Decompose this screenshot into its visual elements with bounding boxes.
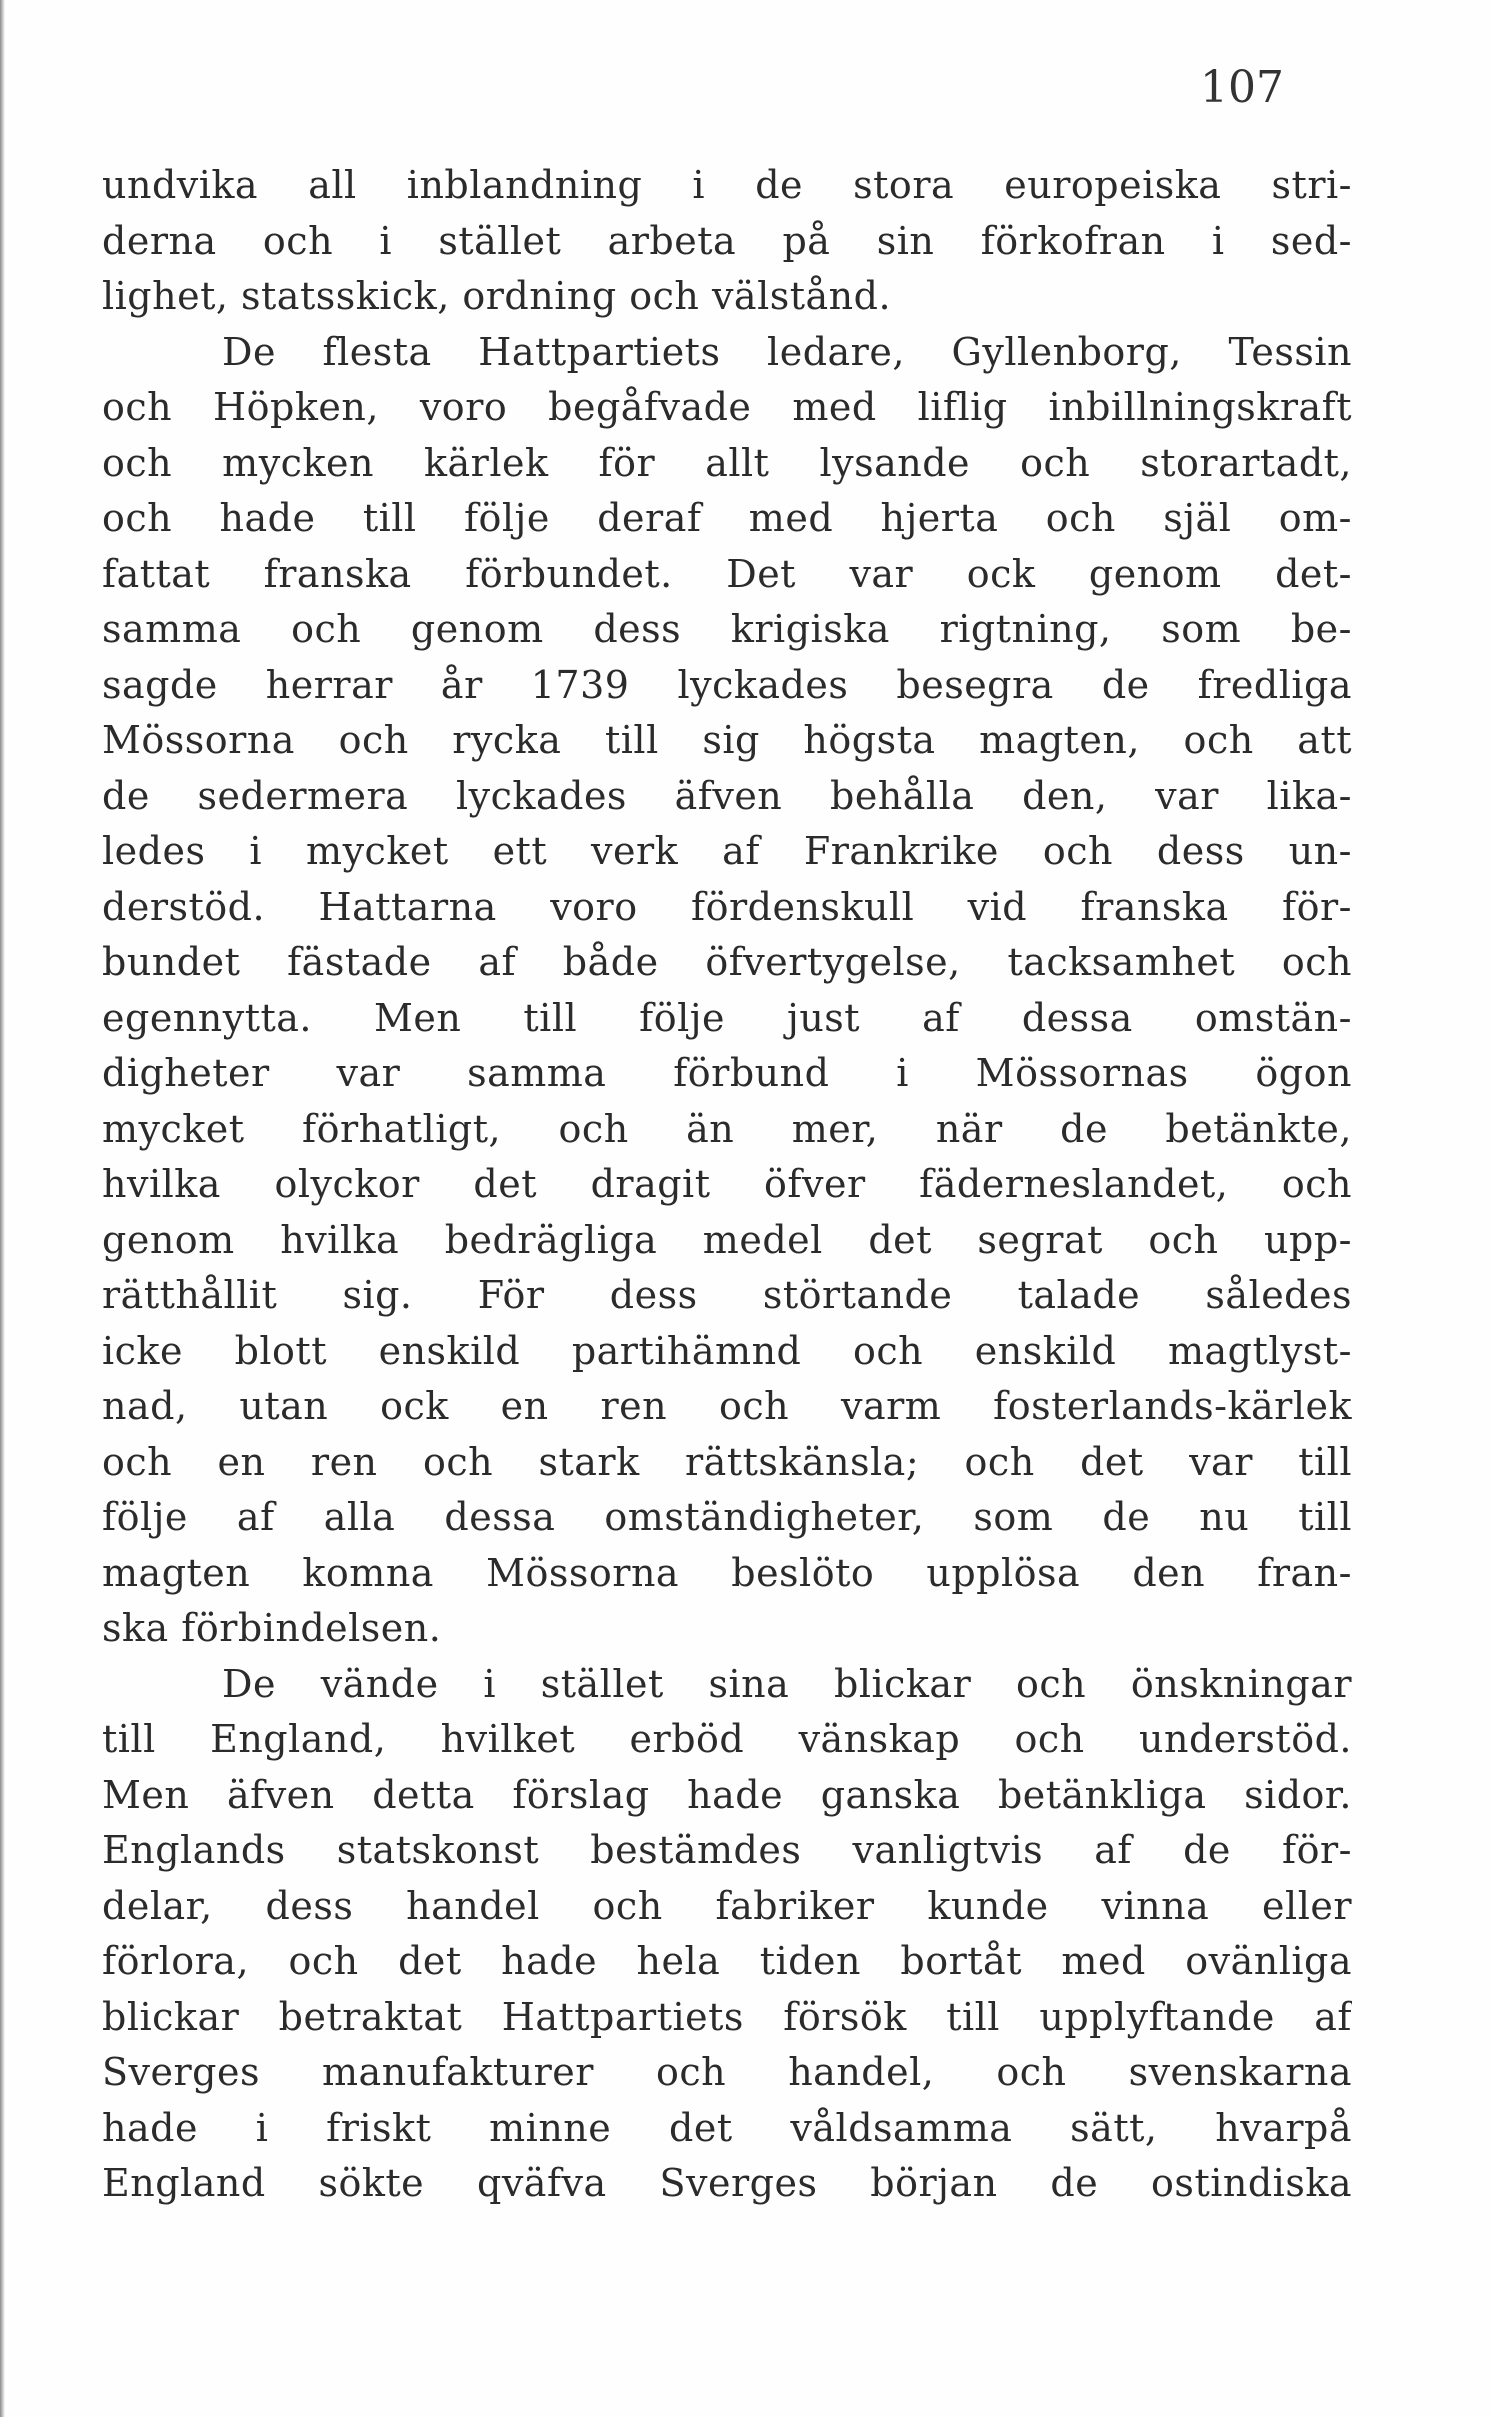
text-line: nad, utan ock en ren och varm fosterlands-kärlek — [102, 1384, 1352, 1428]
text-line: blickar betraktat Hattpartiets försök till upplyftande af — [102, 1994, 1352, 2039]
page-number: 107 — [1200, 62, 1284, 113]
text-line: följe af alla dessa omständigheter, som de nu till — [102, 1495, 1352, 1539]
text-line: förlora, och det hade hela tiden bortåt med ovänliga — [102, 1939, 1352, 1983]
text-line: De vände i stället sina blickar och önskningar — [222, 1661, 1352, 1706]
text-line: till England, hvilket erböd vänskap och understöd. — [102, 1717, 1352, 1761]
text-line: de sedermera lyckades äfven behålla den, var lika- — [102, 773, 1352, 818]
text-line: Sverges manufakturer och handel, och svenskarna — [102, 2050, 1352, 2094]
text-line: Englands statskonst bestämdes vanligtvis af de för- — [102, 1828, 1352, 1872]
text-line: och Höpken, voro begåfvade med liflig inbillningskraft — [102, 385, 1352, 429]
text-line: och en ren och stark rättskänsla; och det var till — [102, 1439, 1352, 1484]
text-line: mycket förhatligt, och än mer, när de betänkte, — [102, 1106, 1352, 1151]
body-text — [102, 158, 1352, 2212]
text-line: egennytta. Men till följe just af dessa omstän- — [102, 995, 1352, 1040]
text-line: rätthållit sig. För dess störtande talade således — [102, 1273, 1352, 1317]
text-line: sagde herrar år 1739 lyckades besegra de fredliga — [102, 662, 1352, 707]
text-line: Mössorna och rycka till sig högsta magten, och att — [102, 718, 1352, 762]
text-line: fattat franska förbundet. Det var ock genom det- — [102, 551, 1352, 596]
text-line: ledes i mycket ett verk af Frankrike och dess un- — [102, 829, 1352, 873]
text-line: derna och i stället arbeta på sin förkofran i sed- — [102, 218, 1352, 263]
text-line: undvika all inblandning i de stora europeiska stri- — [102, 163, 1352, 207]
text-line: genom hvilka bedrägliga medel det segrat och upp- — [102, 1217, 1352, 1262]
page-binding-edge — [0, 0, 5, 2417]
text-line: bundet fästade af både öfvertygelse, tacksamhet och — [102, 940, 1352, 984]
text-line: hvilka olyckor det dragit öfver fäderneslandet, och — [102, 1162, 1352, 1206]
text-line: England sökte qväfva Sverges början de ostindiska — [102, 2161, 1352, 2205]
text-line: digheter var samma förbund i Mössornas ögon — [102, 1051, 1352, 1095]
text-line: och hade till följe deraf med hjerta och själ om- — [102, 496, 1352, 540]
text-line: samma och genom dess krigiska rigtning, som be- — [102, 607, 1352, 651]
text-line: delar, dess handel och fabriker kunde vinna eller — [102, 1883, 1352, 1928]
text-line: ska förbindelsen. — [102, 1606, 442, 1650]
text-line: De flesta Hattpartiets ledare, Gyllenborg, Tessin — [222, 329, 1352, 374]
text-line: Men äfven detta förslag hade ganska betänkliga sidor. — [102, 1772, 1352, 1817]
text-line: derstöd. Hattarna voro fördenskull vid franska för- — [102, 884, 1352, 929]
text-line: hade i friskt minne det våldsamma sätt, hvarpå — [102, 2105, 1352, 2150]
text-line: lighet, statsskick, ordning och välstånd. — [102, 274, 892, 318]
text-line: och mycken kärlek för allt lysande och storartadt, — [102, 440, 1352, 485]
text-line: magten komna Mössorna beslöto upplösa den fran- — [102, 1550, 1352, 1595]
text-line: icke blott enskild partihämnd och enskild magtlyst- — [102, 1328, 1352, 1373]
